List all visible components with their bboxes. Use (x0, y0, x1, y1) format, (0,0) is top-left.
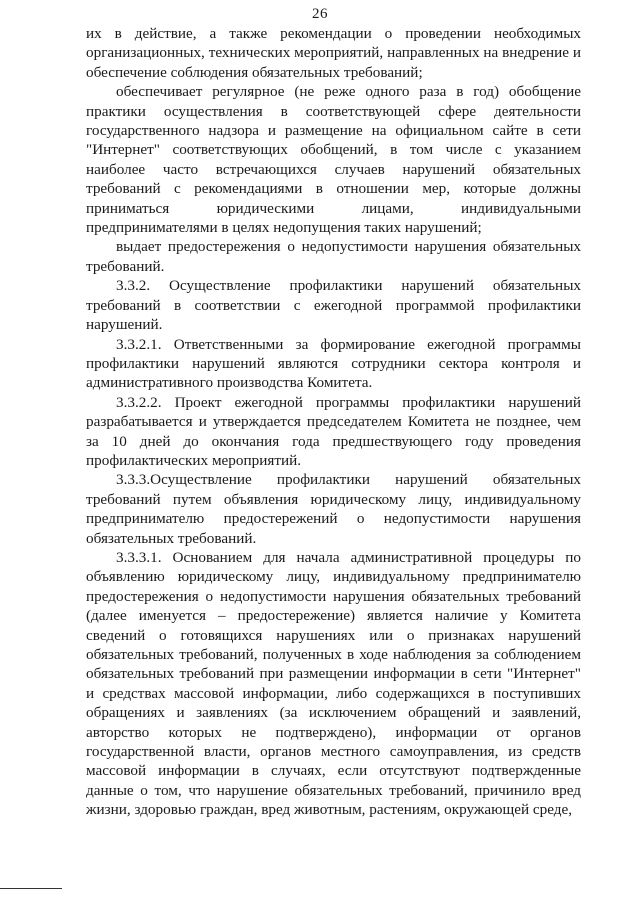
footer-rule (0, 888, 62, 889)
paragraph: выдает предостережения о недопустимости нарушения обязательных требований. (86, 238, 581, 275)
section-heading-3-3-2: 3.3.2. Осуществление профилактики нарушений обязательных требований в соответствии с ежегодной программой профилактики нарушений. (86, 277, 581, 334)
paragraph: 3.3.2.2. Проект ежегодной программы профилактики нарушений разрабатывается и утверждается председателем Комитета не позднее, чем за 10 дней до окончания года предшествующего году проведения профилактических мероприятий. (86, 393, 581, 469)
paragraph: 3.3.3.1. Основанием для начала административной процедуры по объявлению юридическому лицу, индивидуальному предпринимателю предостережения о недопустимости нарушения обязательных требований (далее именуется – предостережение) является наличие у Комитета сведений о готовящихся нарушениях или о признаках нарушений обязательных требований, полученных в ходе наблюдения за соблюдением обязательных требований при размещении информации в сети "Интернет" и средствах массовой информации, либо содержащихся в поступивших обращениях и заявлениях (за исключением обращений и заявлений, авторство которых не подтверждено), информации от органов государственной власти, органов местного самоуправления, из средств массовой информации в случаях, если отсутствуют подтвержденные данные о том, что нарушение обязательных требований, причинило вред жизни, здоровью граждан, вред животным, растениям, окружающей среде, (86, 548, 581, 819)
paragraph: их в действие, а также рекомендации о проведении необходимых организационных, технических мероприятий, направленных на внедрение и обеспечение соблюдения обязательных требований; (86, 25, 581, 81)
document-body (86, 24, 581, 820)
paragraph: обеспечивает регулярное (не реже одного раза в год) обобщение практики осуществления в соответствующей сфере деятельности государственного надзора и размещение на официальном сайте в сети "Интернет" соответствующих обобщений, в том числе с указанием наиболее часто встречающихся случаев нарушений обязательных требований с рекомендациями в отношении мер, которые должны приниматься юридическими лицами, индивидуальными предпринимателями в целях недопущения таких нарушений; (86, 83, 581, 237)
paragraph: 3.3.2.1. Ответственными за формирование ежегодной программы профилактики нарушений являются сотрудники сектора контроля и административного производства Комитета. (86, 335, 581, 392)
page-number: 26 (312, 6, 328, 22)
section-heading-3-3-3: 3.3.3.Осуществление профилактики нарушений обязательных требований путем объявления юридическому лицу, индивидуальному предпринимателю предостережений о недопустимости нарушения обязательных требований. (86, 471, 581, 547)
